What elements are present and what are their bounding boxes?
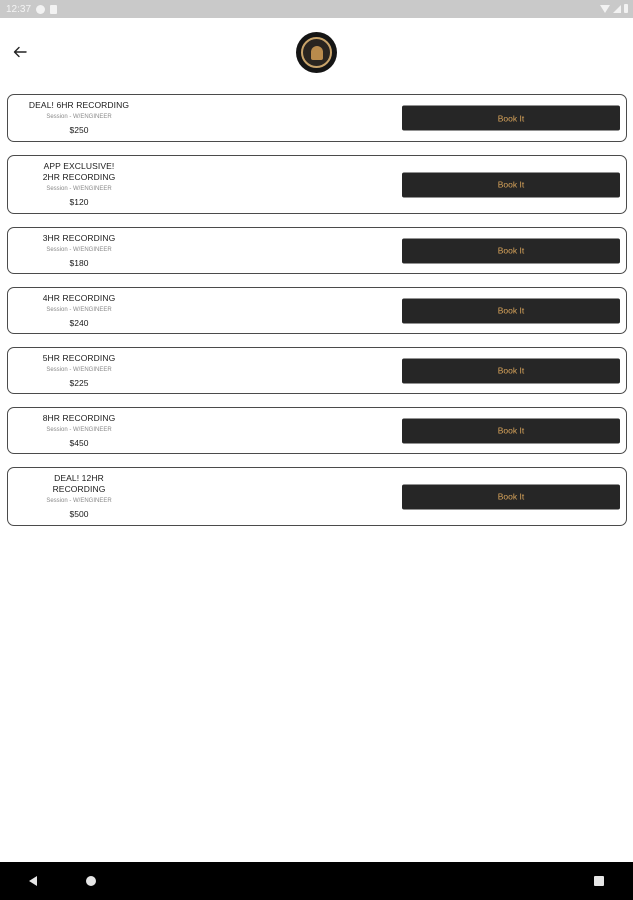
back-button[interactable] (8, 40, 32, 64)
book-it-button[interactable]: Book It (402, 484, 620, 509)
session-price: $240 (69, 317, 89, 328)
session-card (7, 227, 627, 274)
sync-icon (36, 5, 45, 14)
session-info (8, 95, 150, 141)
book-it-button[interactable]: Book It (402, 298, 620, 323)
session-card (7, 407, 627, 454)
session-info (8, 156, 150, 213)
nav-back-icon[interactable] (29, 876, 37, 886)
session-price: $250 (69, 125, 89, 135)
session-info (8, 288, 150, 333)
session-card (7, 347, 627, 394)
session-subtitle: Session - W/ENGINEER (46, 306, 112, 313)
book-it-button[interactable]: Book It (402, 238, 620, 263)
logo-emblem (301, 37, 332, 68)
logo-mark (311, 46, 323, 60)
session-card (7, 287, 627, 334)
book-it-button[interactable]: Book It (402, 106, 620, 131)
status-bar (0, 0, 633, 18)
session-price: $120 (69, 197, 89, 207)
book-it-button[interactable]: Book It (402, 172, 620, 197)
status-time: 12:37 (6, 3, 32, 15)
status-right-icons (600, 4, 628, 13)
session-title: 5HR RECORDING (42, 352, 116, 363)
signal-icon (613, 5, 621, 13)
session-subtitle: Session - W/ENGINEER (46, 426, 112, 433)
wifi-icon (600, 5, 610, 13)
session-card (7, 94, 627, 142)
session-subtitle: Session - W/ENGINEER (46, 114, 112, 120)
session-card (7, 467, 627, 526)
session-info (8, 408, 150, 453)
session-price: $225 (69, 377, 89, 388)
session-title: DEAL! 12HR RECORDING (52, 473, 106, 494)
nav-recents-icon[interactable] (594, 876, 604, 886)
session-price: $180 (69, 257, 89, 268)
session-title: DEAL! 6HR RECORDING (28, 100, 130, 110)
session-title: APP EXCLUSIVE! 2HR RECORDING (42, 161, 116, 182)
session-title: 8HR RECORDING (42, 412, 116, 423)
session-info (8, 348, 150, 393)
session-price: $500 (69, 509, 89, 519)
session-subtitle: Session - W/ENGINEER (46, 366, 112, 373)
book-it-button[interactable]: Book It (402, 358, 620, 383)
studio-logo (296, 32, 337, 73)
session-info (8, 468, 150, 525)
book-it-button[interactable]: Book It (402, 418, 620, 443)
session-info (8, 228, 150, 273)
app-header (0, 18, 633, 88)
battery-icon (624, 4, 628, 13)
session-subtitle: Session - W/ENGINEER (46, 246, 112, 253)
arrow-left-icon (13, 45, 27, 59)
session-price: $450 (69, 437, 89, 448)
session-card (7, 155, 627, 214)
system-nav-bar (0, 862, 633, 900)
session-subtitle: Session - W/ENGINEER (46, 186, 112, 192)
sim-card-icon (50, 5, 57, 14)
session-list (7, 94, 627, 539)
session-title: 3HR RECORDING (42, 232, 116, 243)
session-title: 4HR RECORDING (42, 292, 116, 303)
session-subtitle: Session - W/ENGINEER (46, 498, 112, 504)
nav-home-icon[interactable] (86, 876, 96, 886)
